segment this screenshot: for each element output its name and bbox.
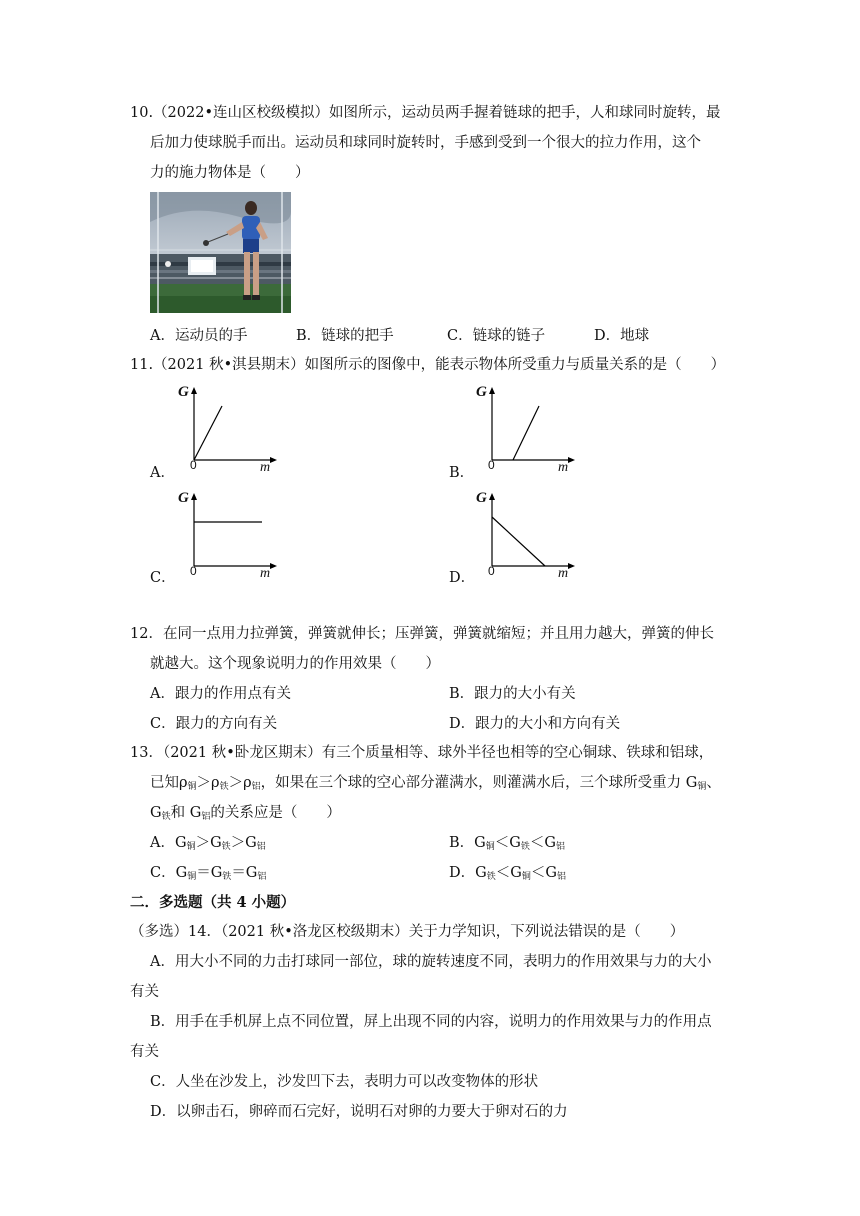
q11-label-b: B． [449, 465, 475, 481]
q10-option-d: D．地球 [594, 328, 650, 344]
graph-a-origin: 0 [190, 458, 197, 472]
q12-option-b: B．跟力的大小有关 [449, 686, 576, 702]
q14-option-b-line1: B．用手在手机屏上点不同位置，屏上出现不同的内容，说明力的作用效果与力的作用点 [150, 1014, 712, 1030]
graph-a-line [194, 406, 222, 460]
q11-label-c: C． [150, 570, 176, 586]
graph-d-ylabel: G [476, 490, 487, 506]
q13-comma: 、 [706, 775, 721, 791]
graph-b-xlabel: m [558, 460, 569, 475]
q13-sub-fe-2: 铁 [161, 812, 171, 822]
graph-c-ylabel: G [178, 490, 189, 506]
q13-sub-al-2: 铝 [201, 812, 211, 822]
q12-option-a: A．跟力的作用点有关 [150, 686, 291, 702]
q12-line2: 就越大。这个现象说明力的作用效果（ ） [150, 656, 440, 672]
q13-sub-cu: 铜 [187, 782, 197, 792]
q13-sub-al: 铝 [251, 782, 261, 792]
graph-b [468, 384, 578, 474]
graph-b-line [513, 406, 539, 460]
q14-option-a-line1: A．用大小不同的力击打球同一部位，球的旋转速度不同，表明力的作用效果与力的大小 [150, 954, 712, 970]
q12-option-d: D．跟力的大小和方向有关 [449, 716, 621, 732]
q13-gt-2: ＞ρ [228, 775, 252, 791]
graph-d [468, 490, 578, 580]
q14-option-b-line2: 有关 [130, 1044, 159, 1060]
q14-option-c: C．人坐在沙发上，沙发凹下去，表明力可以改变物体的形状 [150, 1074, 539, 1090]
q13-option-b: B．$G_铜<G_铁<G_铝$ [449, 835, 565, 852]
q13-line3 [150, 803, 341, 827]
graph-b-ylabel: G [476, 384, 487, 400]
q10-line1: 10.（2022•连山区校级模拟）如图所示，运动员两手握着链球的把手，人和球同时旋转，最 [130, 105, 721, 121]
q13-line2 [150, 773, 721, 797]
graph-a-xlabel: m [260, 460, 271, 475]
graph-c-origin: 0 [190, 564, 197, 578]
q13-sub-cu-2: 铜 [697, 782, 707, 792]
q14-option-d: D．以卵击石，卵碎而石完好，说明石对卵的力要大于卵对石的力 [150, 1104, 568, 1120]
q11-stem: 11.（2021 秋•淇县期末）如图所示的图像中，能表示物体所受重力与质量关系的是（ ） [130, 357, 726, 373]
q13-option-c: C．$G_铜=G_铁=G_铝$ [150, 865, 267, 882]
q10-line2: 后加力使球脱手而出。运动员和球同时旋转时，手感到受到一个很大的拉力作用，这个 [150, 135, 701, 151]
graph-c [170, 490, 280, 580]
hammer-throw-photo [150, 192, 291, 313]
graph-a [170, 384, 280, 474]
q11-label-a: A． [150, 465, 175, 481]
graph-d-xlabel: m [558, 566, 569, 581]
graph-b-origin: 0 [488, 458, 495, 472]
q13-question: 的关系应是（ ） [210, 805, 341, 821]
q10-option-c: C．链球的链子 [447, 328, 546, 344]
section-heading: 二．多选题（共 4 小题） [130, 894, 296, 911]
graph-a-ylabel: G [178, 384, 189, 400]
q13-line1: 13．（2021 秋•卧龙区期末）有三个质量相等、球外半径也相等的空心铜球、铁球和铝球， [130, 745, 714, 761]
q12-line1: 12．在同一点用力拉弹簧，弹簧就伸长；压弹簧，弹簧就缩短；并且用力越大，弹簧的伸长 [130, 626, 714, 642]
q13-option-d: D．$G_铁<G_铜<G_铝$ [449, 865, 566, 882]
q14-option-a-line2: 有关 [130, 984, 159, 1000]
q13-rho-cu: 已知ρ [150, 775, 188, 791]
q13-sub-fe: 铁 [219, 782, 229, 792]
graph-d-line [492, 517, 545, 566]
q13-gt-1: ＞ρ [196, 775, 220, 791]
graph-c-xlabel: m [260, 566, 271, 581]
q14-stem: （多选）14．（2021 秋•洛龙区校级期末）关于力学知识，下列说法错误的是（ ） [130, 924, 685, 940]
q13-option-a: A．$G_铜>G_铁>G_铝$ [150, 835, 266, 852]
graph-d-origin: 0 [488, 564, 495, 578]
q13-and-g: 和 G [170, 805, 202, 821]
q11-label-d: D． [449, 570, 476, 586]
q13-line2-text: ，如果在三个球的空心部分灌满水，则灌满水后，三个球所受重力 G [260, 775, 698, 791]
q10-option-a: A．运动员的手 [150, 328, 248, 344]
q10-line3: 力的施力物体是（ ） [150, 165, 310, 181]
q13-g: G [150, 805, 162, 821]
q10-option-b: B．链球的把手 [296, 328, 394, 344]
q12-option-c: C．跟力的方向有关 [150, 716, 278, 732]
